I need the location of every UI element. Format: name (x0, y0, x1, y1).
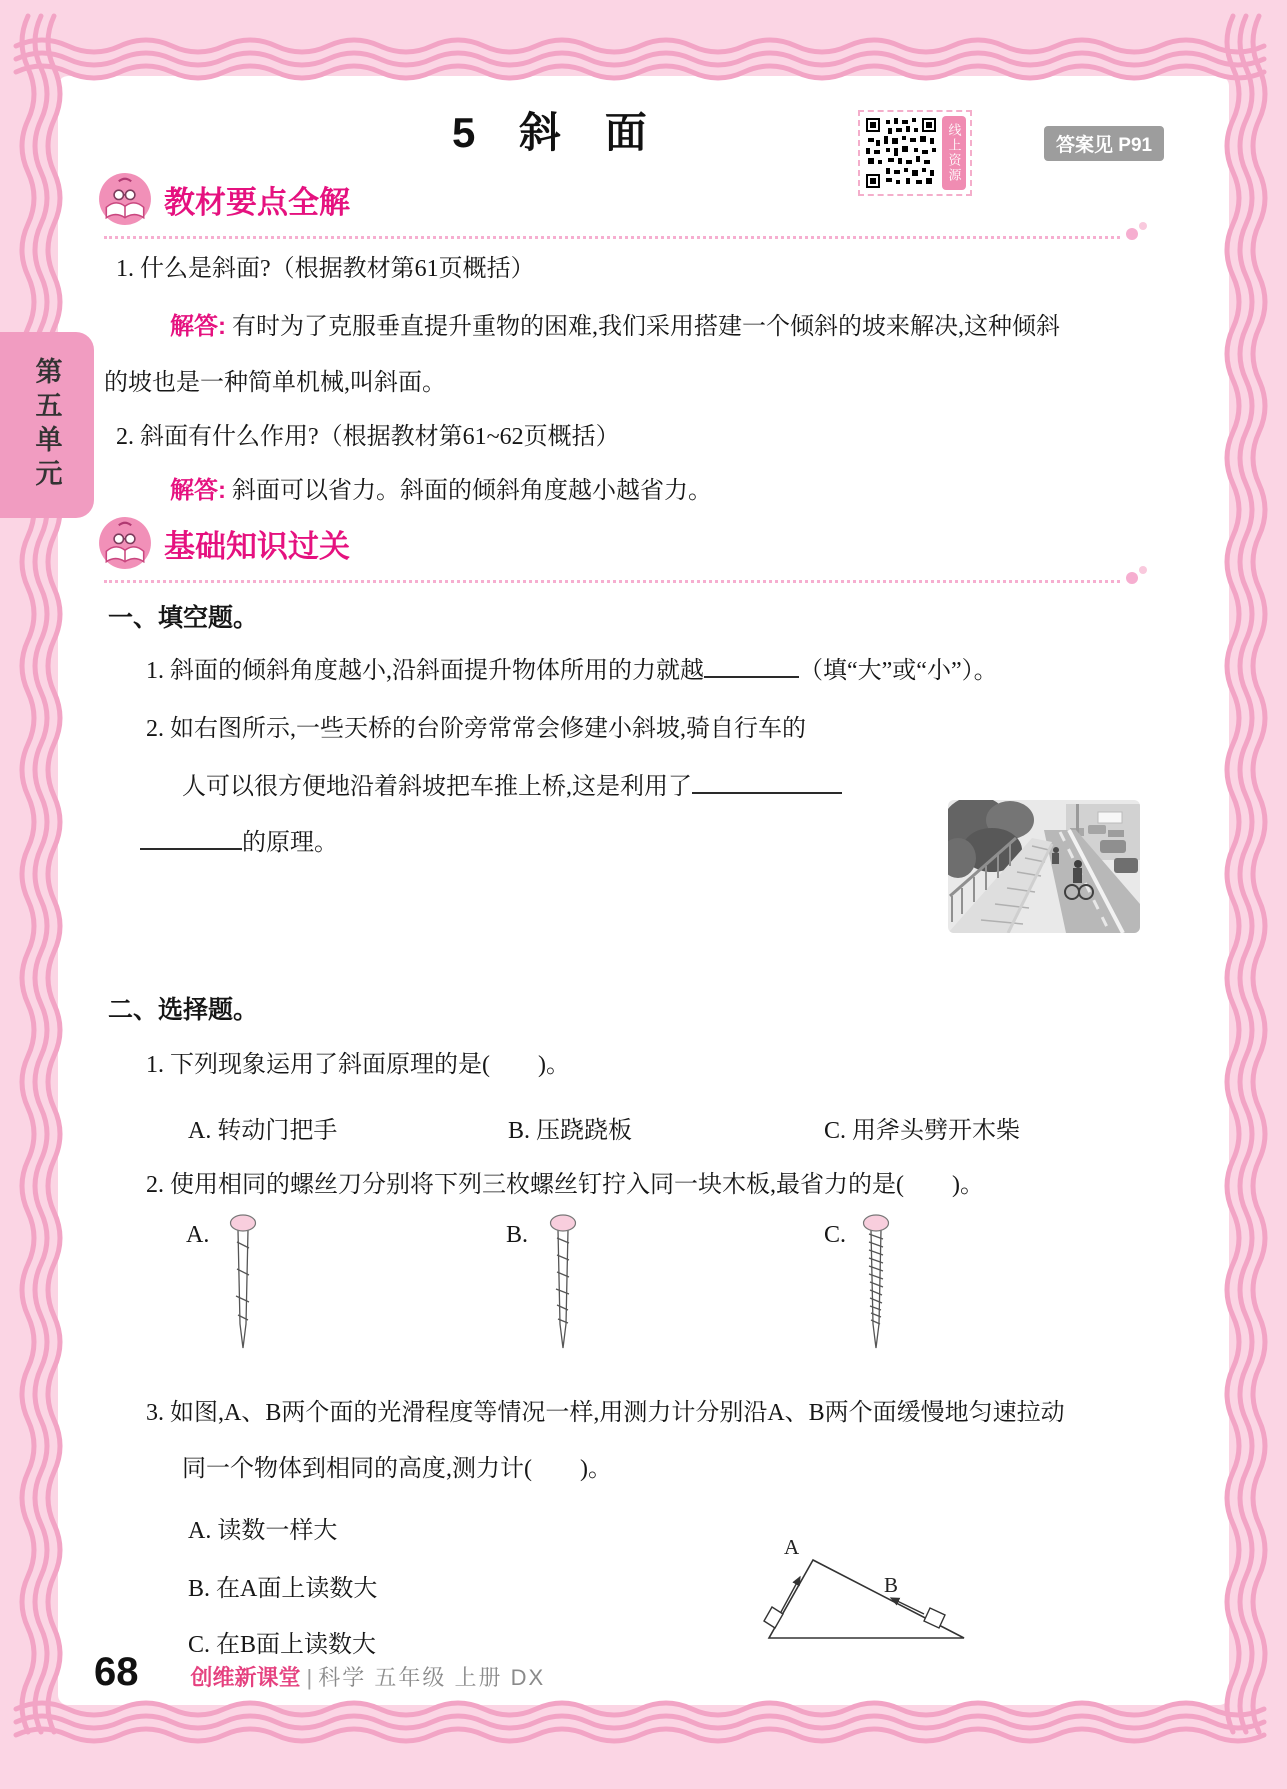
answer-label: 解答: (170, 477, 226, 504)
screw-fine-thread-icon (858, 1212, 894, 1354)
online-resources-tag (942, 116, 966, 190)
choice-heading: 二、选择题。 (108, 996, 259, 1024)
screw-option-c-label: C. (824, 1222, 847, 1248)
screw-coarse-thread-icon (225, 1212, 261, 1354)
unit-tab (0, 332, 94, 518)
diagram-label-b: B (884, 1573, 899, 1597)
fill-question-2-line-2 (182, 766, 842, 801)
page-footer (94, 1650, 545, 1695)
blank-line (140, 846, 242, 850)
unit-tab-label: 第五单元 (31, 357, 62, 493)
inclined-plane-diagram (748, 1522, 988, 1657)
screw-medium-thread-icon (545, 1212, 581, 1354)
choice-question-3-line-2: 同一个物体到相同的高度,测力计( )。 (182, 1456, 612, 1482)
section-divider (104, 580, 1120, 583)
footer-separator: | (306, 1665, 313, 1690)
footer-info: 科学 五年级 上册 DX (318, 1665, 546, 1690)
blank-line (704, 674, 799, 678)
qa-question-2: 2. 斜面有什么作用?（根据教材第61~62页概括） (116, 424, 620, 450)
reading-mascot-icon (98, 172, 152, 226)
choice-q1-option-c: C. 用斧头劈开木柴 (824, 1118, 1021, 1144)
choice-q3-option-a: A. 读数一样大 (188, 1518, 338, 1544)
reading-mascot-icon (98, 516, 152, 570)
choice-q1-option-a: A. 转动门把手 (188, 1118, 338, 1144)
choice-q1-option-b: B. 压跷跷板 (508, 1118, 633, 1144)
qa-answer-2 (170, 470, 712, 505)
divider-ornament-icon (1124, 220, 1150, 242)
qr-code-icon (864, 116, 938, 190)
section-title: 教材要点全解 (164, 184, 350, 220)
choice-question-3-line-1: 3. 如图,A、B两个面的光滑程度等情况一样,用测力计分别沿A、B两个面缓慢地匀速拉动 (146, 1400, 1065, 1426)
section-divider (104, 236, 1120, 239)
qa-answer-1-line-1 (170, 306, 1060, 341)
qr-block (858, 110, 972, 196)
screw-option-a-label: A. (186, 1222, 210, 1248)
choice-q3-option-b: B. 在A面上读数大 (188, 1576, 378, 1602)
section-title: 基础知识过关 (164, 528, 350, 564)
answer-text: 斜面可以省力。斜面的倾斜角度越小越省力。 (232, 478, 712, 504)
blank-line (692, 790, 842, 794)
page-title: 5 斜 面 (452, 109, 663, 156)
fill-question-1 (146, 650, 998, 685)
choice-q3-option-c: C. 在B面上读数大 (188, 1632, 377, 1658)
divider-ornament-icon (1124, 564, 1150, 586)
page-number: 68 (94, 1650, 139, 1694)
fill-question-2-line-1: 2. 如右图所示,一些天桥的台阶旁常常会修建小斜坡,骑自行车的 (146, 716, 806, 742)
section-header-textbook-key-points (98, 172, 350, 226)
screw-option-b-label: B. (506, 1222, 529, 1248)
bridge-ramp-photo (948, 800, 1140, 933)
choice-question-2: 2. 使用相同的螺丝刀分别将下列三枚螺丝钉拧入同一块木板,最省力的是( )。 (146, 1172, 984, 1198)
footer-brand: 创维新课堂 (190, 1665, 301, 1690)
fill-q2-text: 人可以很方便地沿着斜坡把车推上桥,这是利用了 (182, 774, 692, 800)
online-resources-label: 线上资源 (946, 123, 962, 183)
fill-heading: 一、填空题。 (108, 604, 259, 632)
section-header-basic-knowledge (98, 516, 350, 570)
answer-label: 解答: (170, 313, 226, 340)
qa-answer-1-line-2: 的坡也是一种简单机械,叫斜面。 (104, 370, 446, 396)
fill-q2-tail: 的原理。 (242, 830, 338, 856)
qa-question-1: 1. 什么是斜面?（根据教材第61页概括） (116, 256, 535, 282)
answer-text: 有时为了克服垂直提升重物的困难,我们采用搭建一个倾斜的坡来解决,这种倾斜 (232, 314, 1060, 340)
fill-q1-text: 1. 斜面的倾斜角度越小,沿斜面提升物体所用的力就越 (146, 658, 704, 684)
fill-question-2-line-3 (140, 822, 338, 857)
diagram-label-a: A (784, 1535, 800, 1559)
answers-page-badge: 答案见 P91 (1044, 126, 1164, 161)
choice-question-1: 1. 下列现象运用了斜面原理的是( )。 (146, 1052, 570, 1078)
fill-q1-hint: （填“大”或“小”）。 (799, 658, 998, 684)
